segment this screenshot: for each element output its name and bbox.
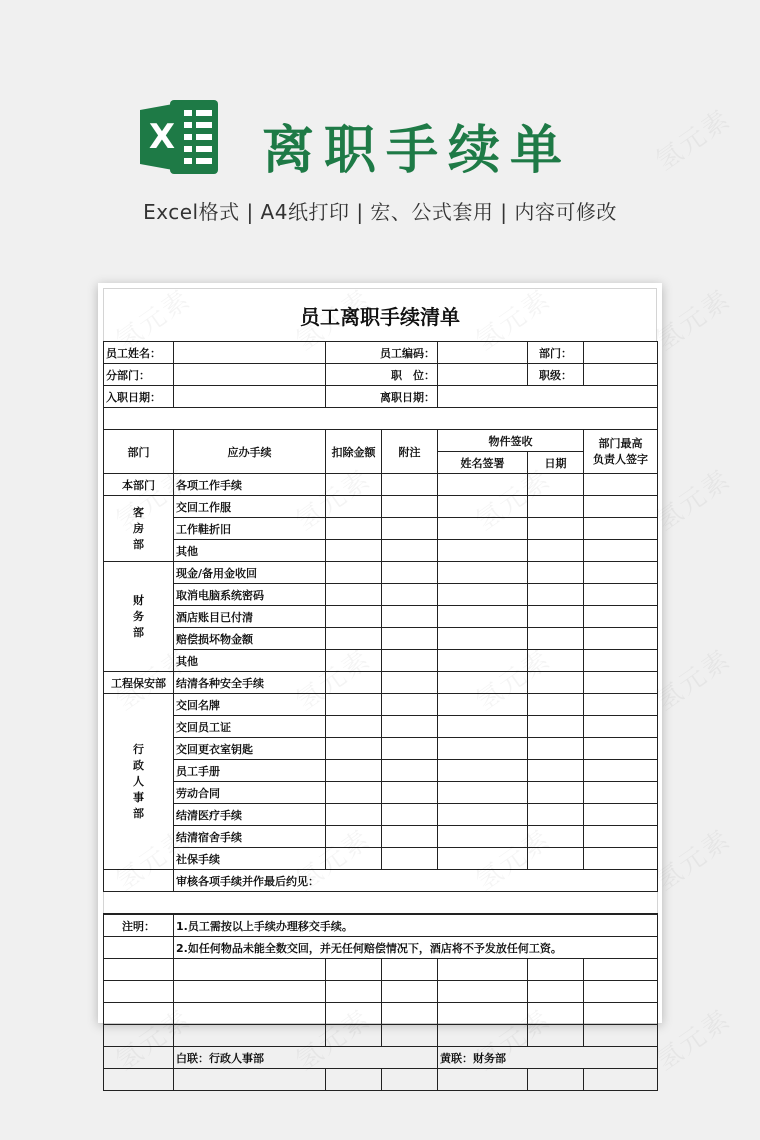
input-cell[interactable] (584, 760, 658, 782)
input-cell[interactable] (528, 782, 584, 804)
dept-char: 政 (133, 758, 144, 772)
input-cell[interactable] (326, 760, 382, 782)
header-row (104, 430, 658, 452)
input-cell[interactable] (528, 562, 584, 584)
dept-char: 人 (133, 774, 144, 788)
table-row (104, 694, 658, 716)
input-cell[interactable] (326, 496, 382, 518)
input-cell[interactable] (326, 804, 382, 826)
input-cell[interactable] (528, 716, 584, 738)
procedure-cell: 结清各种安全手续 (174, 672, 326, 694)
input-cell[interactable] (528, 826, 584, 848)
input-cell[interactable] (584, 496, 658, 518)
head-sign-line: 部门最高 (598, 436, 643, 450)
table-row (104, 782, 658, 804)
input-cell[interactable] (382, 606, 438, 628)
input-cell[interactable] (528, 738, 584, 760)
input-cell[interactable] (528, 760, 584, 782)
table-row (104, 628, 658, 650)
procedure-cell: 社保手续 (174, 848, 326, 870)
input-cell[interactable] (326, 848, 382, 870)
input-cell[interactable] (326, 540, 382, 562)
excel-logo-letter: X (148, 117, 176, 157)
input-cell[interactable] (528, 628, 584, 650)
dept-char: 财 (133, 593, 144, 607)
procedure-cell: 劳动合同 (174, 782, 326, 804)
input-cell[interactable] (326, 584, 382, 606)
input-cell[interactable] (584, 584, 658, 606)
input-cell[interactable] (382, 826, 438, 848)
input-cell[interactable] (438, 848, 528, 870)
input-cell[interactable] (382, 496, 438, 518)
dept-char: 事 (133, 790, 144, 804)
input-cell[interactable] (382, 562, 438, 584)
dept-char: 部 (133, 537, 144, 551)
procedure-cell: 交回工作服 (174, 496, 326, 518)
input-cell[interactable] (382, 804, 438, 826)
input-cell[interactable] (528, 804, 584, 826)
table-row (104, 672, 658, 694)
table-row (104, 738, 658, 760)
table-row (104, 584, 658, 606)
table-row (104, 760, 658, 782)
input-cell[interactable] (584, 826, 658, 848)
input-cell[interactable] (326, 672, 382, 694)
field-label: 员工编码： (326, 342, 438, 364)
input-cell[interactable] (326, 716, 382, 738)
field-value[interactable] (584, 364, 658, 386)
field-label: 离职日期： (326, 386, 438, 408)
info-row (104, 364, 658, 386)
input-cell[interactable] (438, 738, 528, 760)
input-cell[interactable] (584, 782, 658, 804)
table-row (104, 606, 658, 628)
input-cell[interactable] (438, 496, 528, 518)
table-row (104, 474, 658, 496)
col-header-date: 日期 (528, 452, 584, 474)
dept-cell (104, 694, 174, 870)
col-header-head-sign (584, 430, 658, 474)
field-value[interactable] (438, 386, 658, 408)
input-cell[interactable] (584, 518, 658, 540)
input-cell[interactable] (326, 474, 382, 496)
input-cell[interactable] (438, 518, 528, 540)
input-cell[interactable] (528, 694, 584, 716)
input-cell[interactable] (584, 694, 658, 716)
input-cell[interactable] (382, 694, 438, 716)
dept-char: 部 (133, 806, 144, 820)
dept-char: 部 (133, 625, 144, 639)
input-cell[interactable] (528, 518, 584, 540)
input-cell[interactable] (584, 716, 658, 738)
input-cell[interactable] (438, 540, 528, 562)
procedure-cell: 结清宿舍手续 (174, 826, 326, 848)
note-line: 1.员工需按以上手续办理移交手续。 (174, 915, 658, 937)
dept-cell (104, 496, 174, 562)
yellow-copy-label: 黄联：财务部 (438, 1047, 658, 1069)
field-label: 部门： (528, 342, 584, 364)
dept-char: 房 (133, 521, 144, 535)
col-header-dept: 部门 (104, 430, 174, 474)
field-label: 员工姓名： (104, 342, 174, 364)
info-row (104, 342, 658, 364)
field-label: 职级： (528, 364, 584, 386)
input-cell[interactable] (528, 584, 584, 606)
info-row (104, 386, 658, 408)
input-cell[interactable] (584, 650, 658, 672)
input-cell[interactable] (326, 782, 382, 804)
input-cell[interactable] (438, 650, 528, 672)
spreadsheet-preview (98, 283, 662, 1065)
input-cell[interactable] (326, 694, 382, 716)
field-label: 职 位： (326, 364, 438, 386)
input-cell[interactable] (326, 518, 382, 540)
procedure-cell: 各项工作手续 (174, 474, 326, 496)
table-row (104, 496, 658, 518)
table-row (104, 716, 658, 738)
procedure-cell: 交回名牌 (174, 694, 326, 716)
dept-cell: 工程保安部 (104, 672, 174, 694)
field-value[interactable] (174, 342, 326, 364)
page-title: 离职手续单 (262, 121, 573, 181)
input-cell[interactable] (438, 584, 528, 606)
procedure-cell: 交回员工证 (174, 716, 326, 738)
page-subtitle: Excel格式 | A4纸打印 | 宏、公式套用 | 内容可修改 (143, 200, 617, 224)
input-cell[interactable] (326, 562, 382, 584)
input-cell[interactable] (584, 628, 658, 650)
field-label: 入职日期： (104, 386, 174, 408)
final-review-row (104, 870, 658, 892)
input-cell[interactable] (382, 650, 438, 672)
procedure-cell: 赔偿损坏物金额 (174, 628, 326, 650)
input-cell[interactable] (438, 672, 528, 694)
procedure-cell: 其他 (174, 650, 326, 672)
input-cell[interactable] (528, 848, 584, 870)
field-value[interactable] (438, 342, 528, 364)
input-cell[interactable] (326, 738, 382, 760)
input-cell[interactable] (584, 562, 658, 584)
input-cell[interactable] (382, 474, 438, 496)
footer-row (104, 1047, 658, 1069)
field-value[interactable] (174, 364, 326, 386)
note-line: 2.如任何物品未能全数交回，并无任何赔偿情况下，酒店将不予发放任何工资。 (174, 937, 658, 959)
head-sign-line: 负责人签字 (593, 452, 648, 466)
input-cell[interactable] (438, 716, 528, 738)
table-row (104, 650, 658, 672)
input-cell[interactable] (382, 518, 438, 540)
dept-cell: 本部门 (104, 474, 174, 496)
col-header-note: 附注 (382, 430, 438, 474)
spacer-row (104, 892, 658, 914)
input-cell[interactable] (438, 562, 528, 584)
dept-char: 客 (133, 505, 144, 519)
table-row (104, 540, 658, 562)
input-cell[interactable] (382, 716, 438, 738)
input-cell[interactable] (438, 628, 528, 650)
table-row (104, 518, 658, 540)
procedure-cell: 其他 (174, 540, 326, 562)
procedure-cell: 现金/备用金收回 (174, 562, 326, 584)
field-label: 分部门： (104, 364, 174, 386)
input-cell[interactable] (438, 760, 528, 782)
input-cell[interactable] (382, 584, 438, 606)
procedure-cell: 员工手册 (174, 760, 326, 782)
input-cell[interactable] (528, 474, 584, 496)
procedure-cell: 结清医疗手续 (174, 804, 326, 826)
input-cell[interactable] (438, 826, 528, 848)
sheet-title: 员工离职手续清单 (103, 288, 657, 341)
input-cell[interactable] (584, 804, 658, 826)
input-cell[interactable] (382, 628, 438, 650)
input-cell[interactable] (438, 474, 528, 496)
procedure-cell: 酒店账目已付清 (174, 606, 326, 628)
input-cell[interactable] (326, 650, 382, 672)
input-cell[interactable] (584, 848, 658, 870)
excel-logo-icon (140, 98, 220, 176)
input-cell[interactable] (528, 606, 584, 628)
input-cell[interactable] (382, 738, 438, 760)
final-review-label: 审核各项手续并作最后约见： (174, 870, 658, 892)
input-cell[interactable] (326, 606, 382, 628)
table-row (104, 804, 658, 826)
col-header-deduct: 扣除金额 (326, 430, 382, 474)
col-header-name-sign: 姓名签署 (438, 452, 528, 474)
input-cell[interactable] (382, 782, 438, 804)
input-cell[interactable] (584, 540, 658, 562)
procedure-cell: 取消电脑系统密码 (174, 584, 326, 606)
input-cell[interactable] (382, 672, 438, 694)
input-cell[interactable] (382, 848, 438, 870)
notes-table (103, 914, 658, 1091)
input-cell[interactable] (584, 672, 658, 694)
input-cell[interactable] (528, 540, 584, 562)
input-cell[interactable] (438, 804, 528, 826)
notes-label: 注明： (104, 915, 174, 937)
procedure-rows (104, 474, 658, 870)
header-banner (0, 90, 760, 180)
table-row (104, 826, 658, 848)
white-copy-label: 白联：行政人事部 (174, 1047, 438, 1069)
input-cell[interactable] (326, 826, 382, 848)
procedure-cell: 交回更衣室钥匙 (174, 738, 326, 760)
input-cell[interactable] (584, 738, 658, 760)
input-cell[interactable] (438, 606, 528, 628)
table-row (104, 562, 658, 584)
dept-char: 务 (133, 609, 144, 623)
field-value[interactable] (438, 364, 528, 386)
col-header-items-sign: 物件签收 (438, 430, 584, 452)
input-cell[interactable] (584, 474, 658, 496)
input-cell[interactable] (326, 628, 382, 650)
dept-char: 行 (133, 742, 144, 756)
resignation-form-table (103, 341, 658, 914)
input-cell[interactable] (438, 782, 528, 804)
col-header-procedure: 应办手续 (174, 430, 326, 474)
input-cell[interactable] (584, 606, 658, 628)
note-row (104, 915, 658, 937)
input-cell[interactable] (528, 672, 584, 694)
note-row (104, 937, 658, 959)
spacer-row (104, 408, 658, 430)
input-cell[interactable] (438, 694, 528, 716)
input-cell[interactable] (528, 496, 584, 518)
table-row (104, 848, 658, 870)
input-cell[interactable] (382, 760, 438, 782)
dept-cell (104, 562, 174, 672)
procedure-cell: 工作鞋折旧 (174, 518, 326, 540)
input-cell[interactable] (382, 540, 438, 562)
field-value[interactable] (174, 386, 326, 408)
field-value[interactable] (584, 342, 658, 364)
input-cell[interactable] (528, 650, 584, 672)
